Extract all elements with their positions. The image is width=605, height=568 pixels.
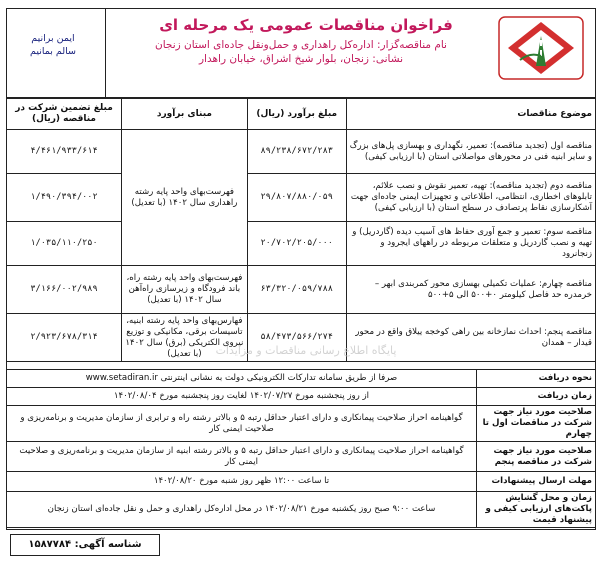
ad-id-badge: شناسه آگهی: ۱۵۸۷۷۸۴ (10, 534, 160, 556)
detail-value: صرفا از طریق سامانه تدارکات الکترونیکی دولت به نشانی اینترنتی www.setadiran.ir (7, 370, 477, 388)
tender-price: ۵۸/۴۷۳/۵۶۶/۲۷۴ (247, 314, 346, 362)
tender-subject: مناقصه چهارم: عملیات تکمیلی بهسازی محور کمربندی ابهر – خرمدره حد فاصل کیلومتر ۰+۵۰۰ الی ۵+۵۰۰ (346, 266, 595, 314)
detail-value: گواهینامه احراز صلاحیت پیمانکاری و دارای اعتبار حداقل رتبه ۵ و بالاتر رشته راه و ترابری از سازمان مدیریت و برنامه‌ریزی و صلاحیت ایمنی کار (7, 406, 477, 442)
tenders-header-row (7, 99, 596, 130)
watermark-text: پایگاه اطلاع رسانی مناقصات و مزایدات (215, 344, 397, 357)
tender-basis: فهرست‌بهای واحد پایه رشته راهداری سال ۱۴۰۲ (با تعدیل) (122, 130, 248, 266)
detail-row (7, 370, 596, 388)
safety-slogan (18, 32, 88, 58)
detail-label: زمان دریافت (477, 388, 596, 406)
tender-basis: فهرست‌بهای واحد پایه رشته راه، باند فرودگاه و زیرسازی راه‌آهن سال ۱۴۰۲ (با تعدیل) (122, 266, 248, 314)
table-row (7, 222, 596, 266)
detail-row (7, 492, 596, 528)
detail-label: زمان و محل گشایش پاکت‌های ارزیابی کیفی و پیشنهاد قیمت (477, 492, 596, 528)
tender-subject: مناقصه سوم: تعمیر و جمع آوری حفاظ های آسیب دیده (گاردریل) و تهیه و نصب گاردریل و متعلقات مربوطه در راههای ایجرود و زنجانرود (346, 222, 595, 266)
detail-label: صلاحیت مورد نیاز جهت شرکت در مناقصه پنجم (477, 442, 596, 472)
notice-subtitle (116, 38, 486, 66)
tender-price: ۸۹/۲۳۸/۶۷۲/۲۸۳ (247, 130, 346, 174)
detail-value: از روز پنجشنبه مورخ ۱۴۰۲/۰۷/۲۷ لغایت روز پنجشنبه مورخ ۱۴۰۲/۰۸/۰۴ (7, 388, 477, 406)
tenders-table (6, 98, 596, 362)
header-subject: موضوع مناقصات (346, 99, 595, 130)
table-row (7, 174, 596, 222)
detail-value: تا ساعت ۱۲:۰۰ ظهر روز شنبه مورخ ۱۴۰۲/۰۸/۲۰ (7, 472, 477, 492)
detail-row (7, 406, 596, 442)
blessing-box (6, 8, 106, 98)
slogan-line-2: سالم بمانیم (30, 46, 76, 57)
tender-price: ۶۳/۳۲۰/۰۵۹/۷۸۸ (247, 266, 346, 314)
tender-bond: ۴/۴۶۱/۹۳۳/۶۱۴ (7, 130, 122, 174)
slogan-line-1: ایمن برانیم (31, 33, 75, 44)
tender-subject: مناقصه اول (تجدید مناقصه): تعمیر، نگهداری و بهسازی پل‌های بزرگ و سایر ابنیه فنی در محورهای مواصلاتی استان (با ارزیابی کیفی) (346, 130, 595, 174)
tender-basis: فهارس‌بهای واحد پایه رشته ابنیه، تاسیسات برقی، مکانیکی و توزیع نیروی الکتریکی (برق) سال ۱۴۰۲ (با تعدیل) (122, 314, 248, 362)
detail-row (7, 442, 596, 472)
tender-price: ۲۹/۸۰۷/۸۸۰/۰۵۹ (247, 174, 346, 222)
tender-bond: ۱/۴۹۰/۳۹۴/۰۰۲ (7, 174, 122, 222)
detail-row (7, 472, 596, 492)
header-bond: مبلغ تضمین شرکت در مناقصه (ریال) (7, 99, 122, 130)
tender-bond: ۳/۱۶۶/۰۰۲/۹۸۹ (7, 266, 122, 314)
tender-bond: ۱/۰۳۵/۱۱۰/۲۵۰ (7, 222, 122, 266)
road-administration-logo-icon (498, 16, 584, 80)
details-table (6, 369, 596, 528)
header-basis: مبنای برآورد (122, 99, 248, 130)
notice-header (6, 8, 596, 98)
header-price: مبلغ برآورد (ریال) (247, 99, 346, 130)
detail-value: گواهینامه احراز صلاحیت پیمانکاری و دارای اعتبار حداقل رتبه ۵ و بالاتر رشته ابنیه از سازمان مدیریت و برنامه‌ریزی و صلاحیت ایمنی کار (7, 442, 477, 472)
detail-label: مهلت ارسال پیشنهادات (477, 472, 596, 492)
detail-row (7, 388, 596, 406)
notice-title: فراخوان مناقصات عمومی یک مرحله ای (159, 16, 453, 34)
tender-subject: مناقصه پنجم: احداث نمازخانه بین راهی کوخجه ییلاق واقع در محور قیدار – همدان (346, 314, 595, 362)
organizer-name: نام مناقصه‌گزار: اداره‌کل راهداری و حمل‌ونقل جاده‌ای استان زنجان (155, 39, 447, 51)
detail-label: صلاحیت مورد نیاز جهت شرکت در مناقصات اول تا چهارم (477, 406, 596, 442)
tender-subject: مناقصه دوم (تجدید مناقصه): تهیه، تعمیر نقوش و نصب علائم، تابلوهای اخطاری، انتظامی، اطلاعاتی و تجهیزات ایمنی جاده‌ای جهت آشکارسازی نقاط پرتصادف در سطح استان (با ارزیابی کیفی) (346, 174, 595, 222)
notice-footer (6, 532, 596, 558)
table-row (7, 266, 596, 314)
tender-bond: ۲/۹۲۳/۶۷۸/۳۱۴ (7, 314, 122, 362)
detail-label: نحوه دریافت (477, 370, 596, 388)
organizer-address: نشانی: زنجان، بلوار شیخ اشراق، خیابان راهدار (198, 53, 404, 65)
detail-value: ساعت ۹:۰۰ صبح روز یکشنبه مورخ ۱۴۰۲/۰۸/۲۱ در محل اداره‌کل راهداری و حمل و نقل جاده‌ای استان زنجان (7, 492, 477, 528)
tender-price: ۲۰/۷۰۲/۲۰۵/۰۰۰ (247, 222, 346, 266)
table-row (7, 130, 596, 174)
